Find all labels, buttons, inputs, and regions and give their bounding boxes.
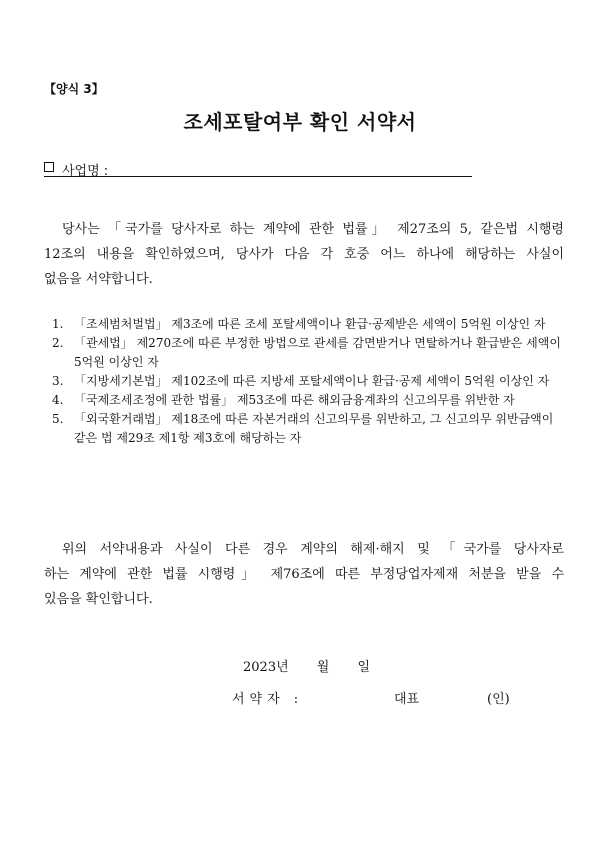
pledge-line: 12조의 내용을 확인하였으며, 당사가 다음 각 호중 어느 하나에 해당하는 사실이 <box>44 247 564 262</box>
business-name-checkbox[interactable] <box>44 162 54 172</box>
list-item-text: 「지방세기본법」 제102조에 따른 지방세 포탈세액이나 환급·공제 세액이 5억원 이상인 자 <box>74 374 550 388</box>
confirmation-line: 하는 계약에 관한 법률 시행령」 제76조에 따른 부정당업자제재 처분을 받을 수 <box>44 567 564 582</box>
business-name-row <box>44 160 472 179</box>
list-item <box>52 410 564 448</box>
confirmation-line: 위의 서약내용과 사실이 다른 경우 계약의 해제·해지 및 「국가를 당사자로 <box>62 542 564 557</box>
signer-label: 서약자 : <box>232 692 304 707</box>
representative-label[interactable]: 대표 <box>394 692 420 707</box>
business-name-label: 사업명 : <box>62 164 109 179</box>
date-day[interactable]: 일 <box>357 660 371 675</box>
form-number-tag: 【양식 3】 <box>44 82 104 96</box>
disqualification-list <box>52 315 564 448</box>
signature-row <box>232 688 522 706</box>
list-item-text: 「외국환거래법」 제18조에 따른 자본거래의 신고의무를 위반하고, 그 신고의무 위반금액이 같은 법 제29조 제1항 제3호에 해당하는 자 <box>74 412 554 445</box>
list-item-number: 1. <box>52 317 64 331</box>
date-year: 2023년 <box>243 660 289 675</box>
list-item-text: 「국제조세조정에 관한 법률」 제53조에 따른 해외금융계좌의 신고의무를 위반한 자 <box>74 393 515 407</box>
seal-mark[interactable]: (인) <box>487 692 510 707</box>
list-item-text: 「조세범처벌법」 제3조에 따른 조세 포탈세액이나 환급·공제받은 세액이 5억원 이상인 자 <box>74 317 546 331</box>
confirmation-paragraph <box>44 537 564 612</box>
business-name-field-line[interactable] <box>44 176 472 177</box>
list-item <box>52 334 564 372</box>
pledge-line: 당사는 「국가를 당사자로 하는 계약에 관한 법률」 제27조의 5, 같은법 시행령 <box>62 222 564 237</box>
list-item-number: 4. <box>52 393 64 407</box>
list-item <box>52 372 564 391</box>
pledge-line: 없음을 서약합니다. <box>44 272 153 287</box>
list-item-text: 「관세법」 제270조에 따른 부정한 방법으로 관세를 감면받거나 면탈하거나 환급받은 세액이 5억원 이상인 자 <box>74 336 561 369</box>
date-row <box>243 656 394 675</box>
list-item-number: 3. <box>52 374 64 388</box>
list-item <box>52 391 564 410</box>
list-item <box>52 315 564 334</box>
confirmation-line: 있음을 확인합니다. <box>44 592 153 607</box>
document-title: 조세포탈여부 확인 서약서 <box>183 110 417 134</box>
list-item-number: 2. <box>52 336 64 350</box>
pledge-paragraph <box>44 217 564 292</box>
list-item-number: 5. <box>52 412 64 426</box>
date-month[interactable]: 월 <box>316 660 330 675</box>
